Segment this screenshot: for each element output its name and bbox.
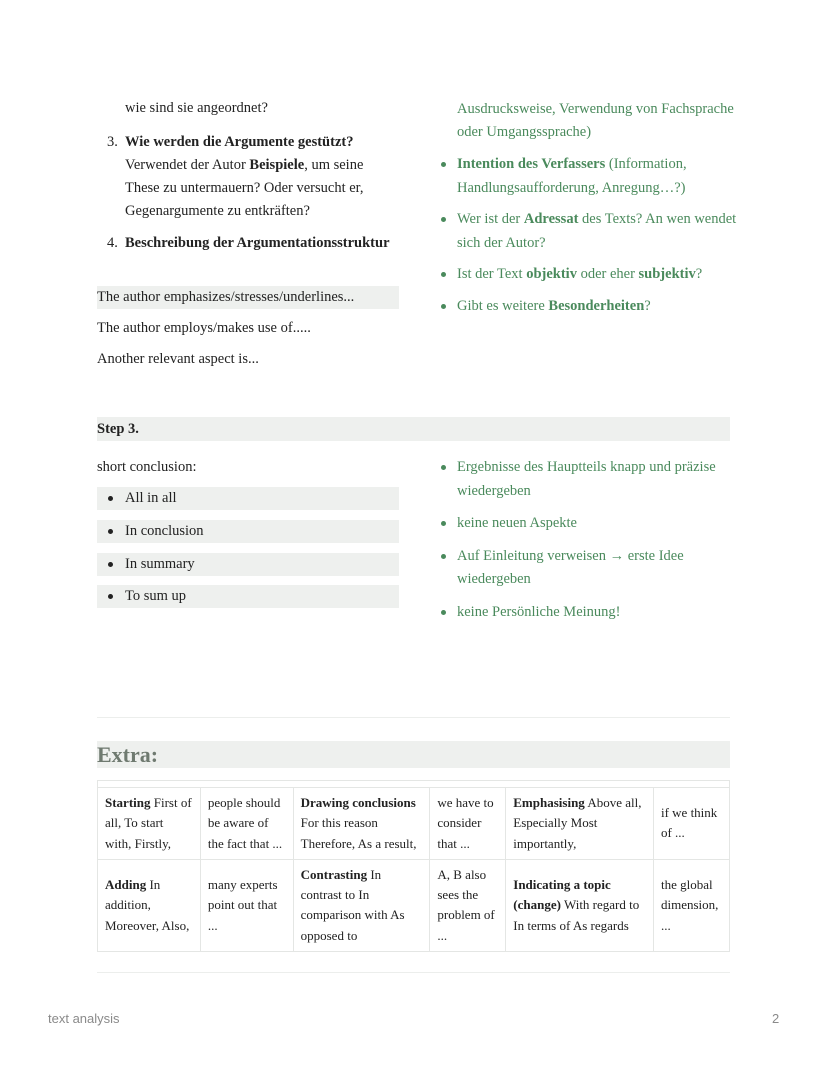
conclusion-phrases xyxy=(97,487,399,608)
checklist-item-objectivity: Ist der Text objektiv oder eher subjektiv? xyxy=(437,263,737,287)
argument-question-3: 3. Wie werden die Argumente gestützt? Verwendet der Autor Beispiele, um seine These zu untermauern? Oder versucht er, Gegenargumente zu entkräften? xyxy=(98,131,400,223)
question-number: 4. xyxy=(107,235,118,251)
argument-question-4 xyxy=(98,232,400,255)
table-cell: Drawing conclusions For this reason Therefore, As a result, xyxy=(293,788,430,860)
bullet-icon xyxy=(441,610,446,615)
bullet-icon xyxy=(441,465,446,470)
extra-heading-bar xyxy=(97,741,730,768)
table-cell: Contrasting In contrast to In comparison with As opposed to xyxy=(293,859,430,951)
analysis-checklist xyxy=(437,153,737,318)
checklist-item-intention: Intention des Verfassers (Information, Handlungsaufforderung, Anregung…?) xyxy=(437,153,737,200)
table-header-strip xyxy=(97,780,730,787)
table-cell: A, B also sees the problem of ... xyxy=(430,859,506,951)
question-number: 3. xyxy=(107,134,118,150)
connectives-table xyxy=(97,787,730,952)
conclusion-note: keine Persönliche Meinung! xyxy=(437,601,737,625)
page-number: 2 xyxy=(772,1011,780,1026)
bullet-icon xyxy=(108,594,113,599)
conclusion-note: Ergebnisse des Hauptteils knapp und präzise wiedergeben xyxy=(437,456,737,503)
divider xyxy=(97,972,730,973)
bullet-icon xyxy=(441,521,446,526)
conclusion-intro: short conclusion: xyxy=(97,459,197,475)
conclusion-note: Auf Einleitung verweisen → erste Idee wiedergeben xyxy=(437,545,737,592)
bullet-icon xyxy=(441,272,446,277)
conclusion-note: keine neuen Aspekte xyxy=(437,512,737,536)
phrase-emphasizes: The author emphasizes/stresses/underlines... xyxy=(97,286,399,309)
table-cell: people should be aware of the fact that ... xyxy=(200,788,293,860)
extra-heading: Extra: xyxy=(97,742,159,767)
table-row xyxy=(98,859,730,951)
question-title: Beschreibung der Argumentationsstruktur xyxy=(125,235,390,251)
argument-questions xyxy=(98,131,400,255)
conclusion-phrase: To sum up xyxy=(97,585,399,608)
table-cell: Adding In addition, Moreover, Also, xyxy=(98,859,201,951)
bullet-icon xyxy=(441,304,446,309)
bullet-icon xyxy=(108,496,113,501)
conclusion-phrase: In conclusion xyxy=(97,520,399,543)
conclusion-phrase: All in all xyxy=(97,487,399,510)
table-cell: Starting First of all, To start with, Firstly, xyxy=(98,788,201,860)
conclusion-notes xyxy=(437,456,737,624)
phrase-employs: The author employs/makes use of..... xyxy=(97,320,311,336)
table-cell: the global dimension, ... xyxy=(653,859,729,951)
table-cell: if we think of ... xyxy=(653,788,729,860)
footer-title: text analysis xyxy=(48,1011,120,1026)
step3-heading: Step 3. xyxy=(97,421,139,437)
bullet-icon xyxy=(108,562,113,567)
bullet-icon xyxy=(108,529,113,534)
bullet-icon xyxy=(441,217,446,222)
table-row xyxy=(98,788,730,860)
table-cell: many experts point out that ... xyxy=(200,859,293,951)
checklist-item-addressee: Wer ist der Adressat des Texts? An wen wendet sich der Autor? xyxy=(437,208,737,255)
style-continuation: Ausdrucksweise, Verwendung von Fachsprache oder Umgangssprache) xyxy=(457,101,734,140)
bullet-icon xyxy=(441,554,446,559)
table-cell: we have to consider that ... xyxy=(430,788,506,860)
divider xyxy=(97,717,730,718)
question-title: Wie werden die Argumente gestützt? xyxy=(125,134,354,150)
step3-heading-bar xyxy=(97,417,730,441)
question-continuation: wie sind sie angeordnet? xyxy=(125,100,268,116)
checklist-item-features: Gibt es weitere Besonderheiten? xyxy=(437,295,737,319)
table-cell: Indicating a topic (change) With regard to In terms of As regards xyxy=(506,859,654,951)
conclusion-phrase: In summary xyxy=(97,553,399,576)
phrase-another-aspect: Another relevant aspect is... xyxy=(97,351,259,367)
bullet-icon xyxy=(441,162,446,167)
table-cell: Emphasising Above all, Especially Most importantly, xyxy=(506,788,654,860)
